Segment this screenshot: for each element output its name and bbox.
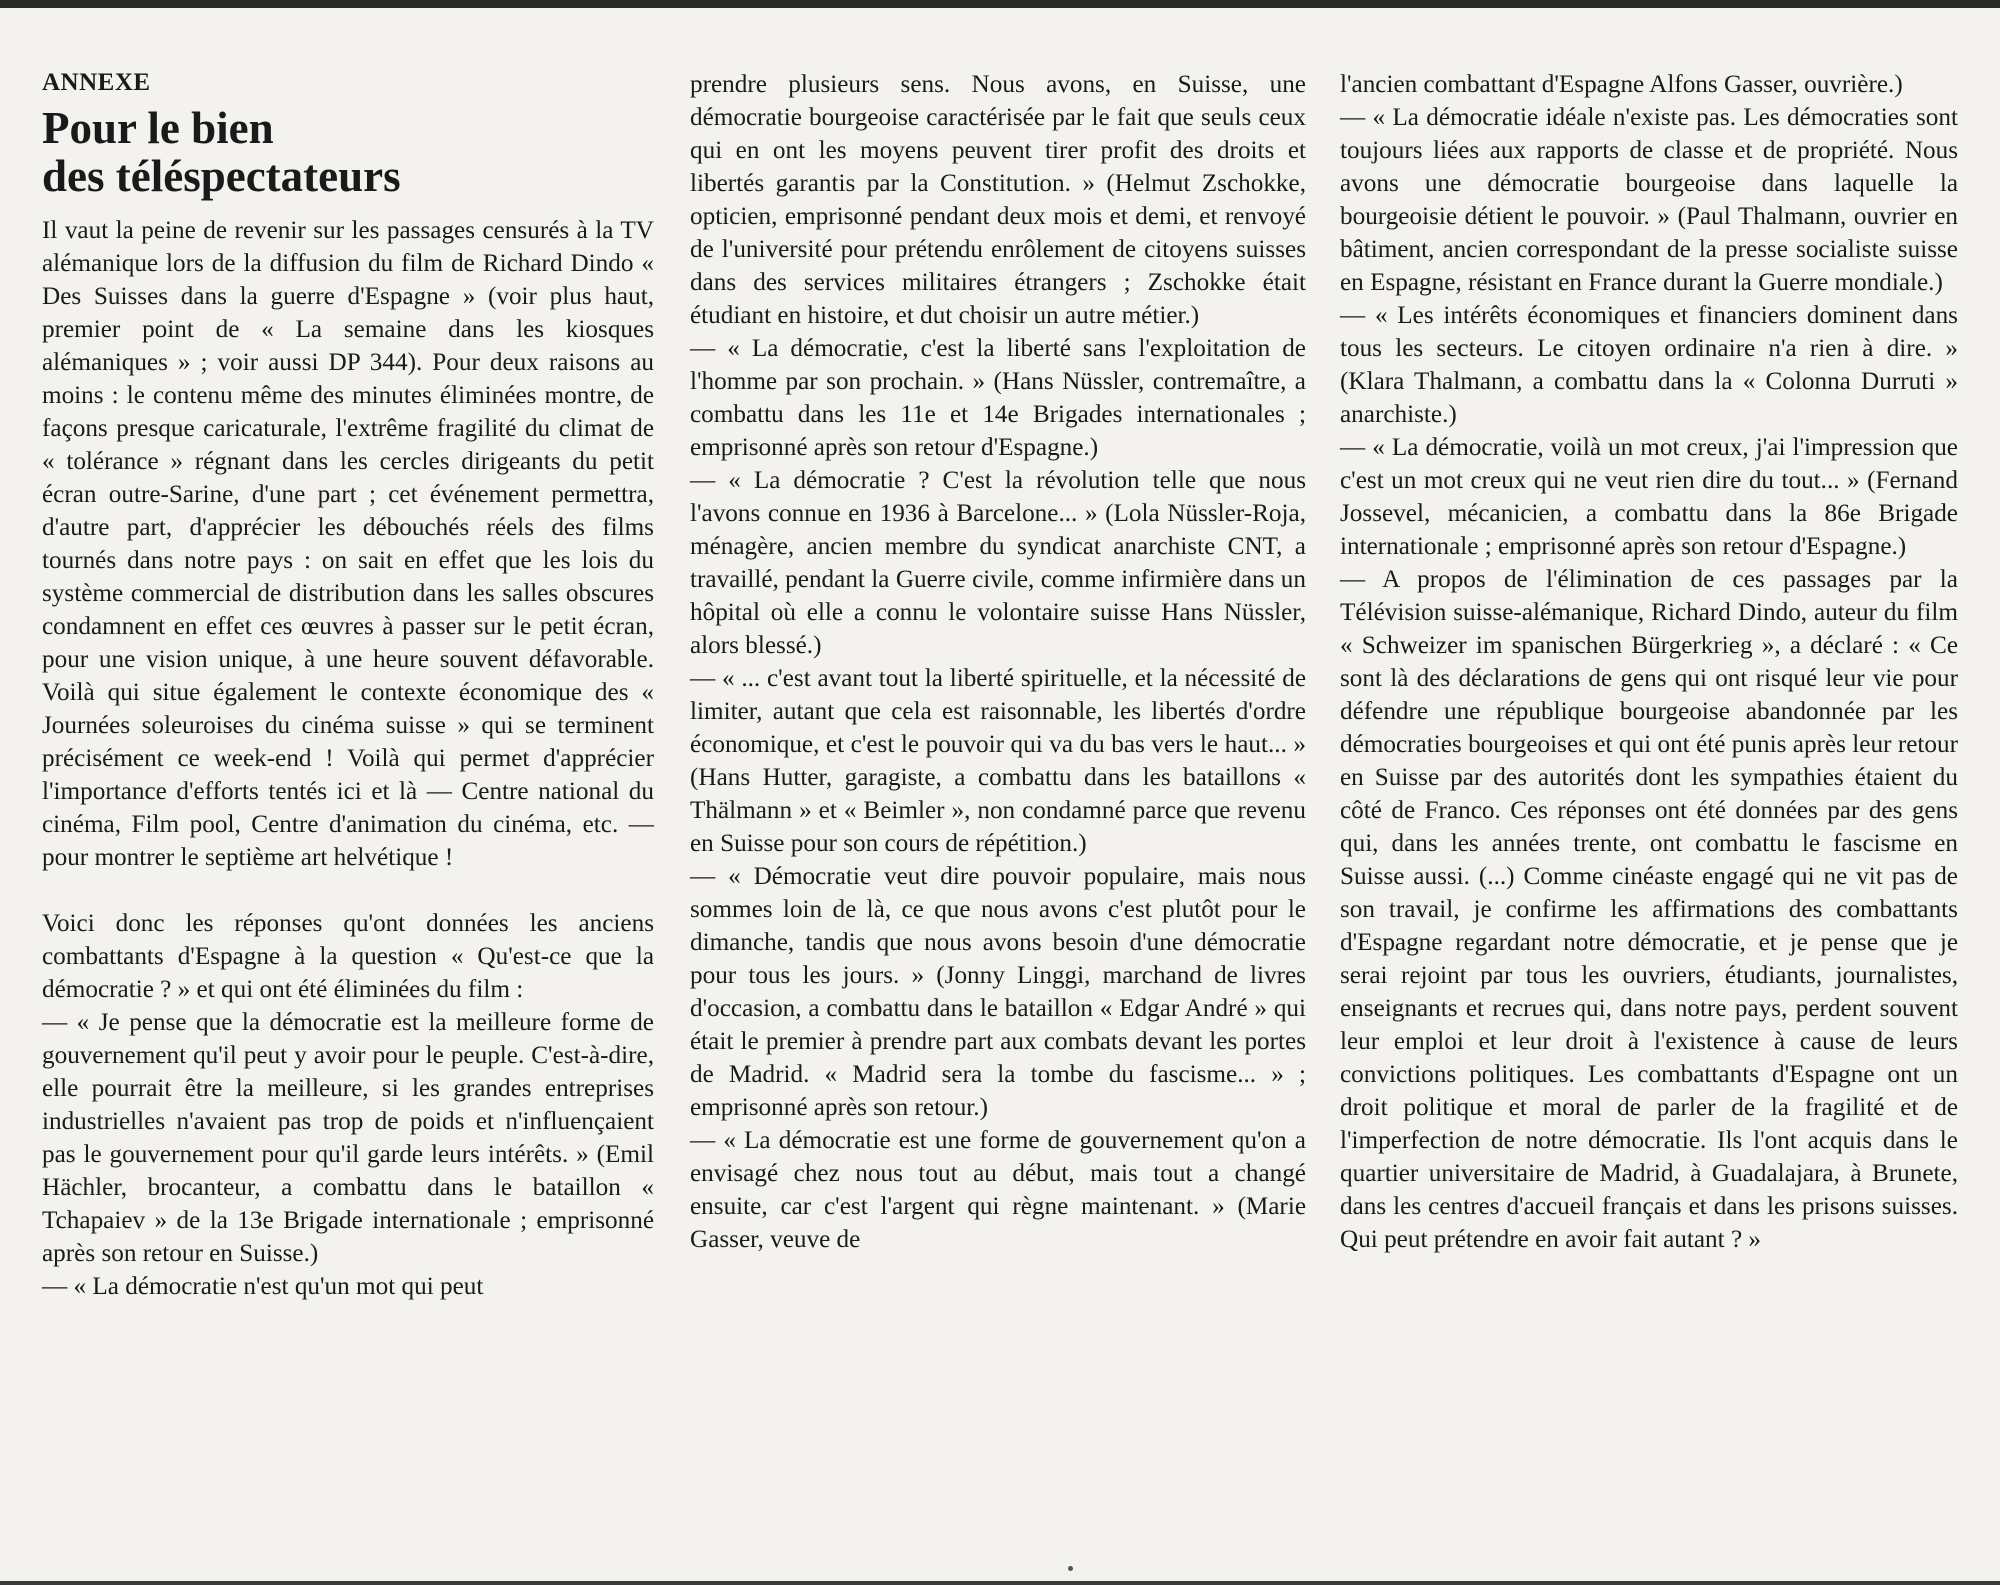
bottom-border-rule: [0, 1581, 2000, 1585]
closing-paragraph: — A propos de l'élimination de ces passages par la Télévision suisse-alémanique, Richard Dindo, auteur du film « Schweizer im spanischen Bürgerkrieg », a déclaré : « Ce sont là des déclarations de gens qui ont risqué leur vie pour défendre une république bourgeoise abandonnée par les démocraties bourgeoises et qui ont été punis après leur retour en Suisse par des autorités dont les sympathies étaient du côté de Franco. Ces réponses ont été données par des gens qui, dans les années trente, ont combattu le fascisme en Suisse aussi. (...) Comme cinéaste engagé qui ne vit pas de son travail, je confirme les affirmations des combattants d'Espagne regardant notre démocratie, et je pense que je serai rejoint par tous les ouvriers, étudiants, journalistes, enseignants et recrues qui, dans notre pays, perdent souvent leur emploi et leur droit à l'existence à cause de leurs convictions politiques. Les combattants d'Espagne ont un droit politique et moral de parler de la fragilité et de l'imperfection de notre démocratie. Ils l'ont acquis dans le quartier universitaire de Madrid, à Guadalajara, à Brunete, dans les centres d'accueil français et dans les prisons suisses. Qui peut prétendre en avoir fait autant ? »: [1340, 566, 1958, 1253]
section-label: ANNEXE: [42, 69, 151, 96]
headline-line-2: des téléspectateurs: [42, 151, 401, 201]
intro-paragraph: Il vaut la peine de revenir sur les passages censurés à la TV alémanique lors de la diffusion du film de Richard Dindo « Des Suisses dans la guerre d'Espagne » (voir plus haut, premier point de « La semaine dans les kiosques alémaniques » ; voir aussi DP 344). Pour deux raisons au moins : le contenu même des minutes éliminées montre, de façons presque caricaturale, l'extrême fragilité du climat de « tolérance » régnant dans les cercles dirigeants du petit écran outre-Sarine, d'une part ; cet événement permettra, d'autre part, d'apprécier les débouchés réels des films tournés dans notre pays : on sait en effet que les lois du système commercial de distribution dans les salles obscures condamnent en effet ces œuvres à passer sur le petit écran, pour une vision unique, à une heure souvent défavorable. Voilà qui situe également le contexte économique des « Journées soleuroises du cinéma suisse » qui se terminent précisément ce week-end ! Voilà qui permet d'apprécier l'importance d'efforts tentés ici et là — Centre national du cinéma, Film pool, Centre d'animation du cinéma, etc. — pour montrer le septième art helvétique !: [42, 217, 654, 871]
quote-paragraph: — « Les intérêts économiques et financiers dominent dans tous les secteurs. Le citoyen ordinaire n'a rien à dire. » (Klara Thalmann, a combattu dans la « Colonna Durruti » anarchiste.): [1340, 302, 1958, 428]
quote-paragraph: — « ... c'est avant tout la liberté spirituelle, et la nécessité de limiter, autant que cela est raisonnable, les libertés d'ordre économique, et c'est le pouvoir qui va du bas vers le haut... » (Hans Hutter, garagiste, a combattu dans les bataillons « Thälmann » et « Beimler », non condamné parce que revenu en Suisse pour son cours de répétition.): [690, 665, 1306, 857]
quote-paragraph: l'ancien combattant d'Espagne Alfons Gasser, ouvrière.): [1340, 71, 1903, 98]
quote-paragraph: prendre plusieurs sens. Nous avons, en Suisse, une démocratie bourgeoise caractérisée par le fait que seuls ceux qui en ont les moyens peuvent tirer profit des droits et libertés garantis par la Constitution. » (Helmut Zschokke, opticien, emprisonné pendant deux mois et demi, et renvoyé de l'université pour prétendu enrôlement de citoyens suisses dans des services militaires étrangers ; Zschokke était étudiant en histoire, et dut choisir un autre métier.): [690, 71, 1306, 329]
quote-paragraph: — « La démocratie est une forme de gouvernement qu'on a envisagé chez nous tout au début, mais tout a changé ensuite, car c'est l'argent qui règne maintenant. » (Marie Gasser, veuve de: [690, 1127, 1306, 1253]
headline: [42, 104, 654, 200]
print-speck: [1068, 1566, 1073, 1571]
quote-paragraph: — « La démocratie ? C'est la révolution telle que nous l'avons connue en 1936 à Barcelone... » (Lola Nüssler-Roja, ménagère, ancien membre du syndicat anarchiste CNT, a travaillé, pendant la Guerre civile, comme infirmière dans un hôpital où elle a connu le volontaire suisse Hans Nüssler, alors blessé.): [690, 467, 1306, 659]
quote-paragraph: — « Démocratie veut dire pouvoir populaire, mais nous sommes loin de là, ce que nous avons c'est plutôt pour le dimanche, tandis que nous avons besoin d'une démocratie pour tous les jours. » (Jonny Linggi, marchand de livres d'occasion, a combattu dans le bataillon « Edgar André » qui était le premier à prendre part aux combats devant les portes de Madrid. « Madrid sera la tombe du fascisme... » ; emprisonné après son retour.): [690, 863, 1306, 1121]
top-border-rule: [0, 0, 2000, 8]
quote-paragraph: — « Je pense que la démocratie est la meilleure forme de gouvernement qu'il peut y avoir pour le peuple. C'est-à-dire, elle pourrait être la meilleure, si les grandes entreprises industrielles n'avaient pas trop de poids et n'influençaient pas le gouvernement pour qu'il garde leurs intérêts. » (Emil Hächler, brocanteur, a combattu dans le bataillon « Tchapaiev » de la 13e Brigade internationale ; emprisonné après son retour en Suisse.): [42, 1009, 654, 1267]
quote-paragraph: — « La démocratie n'est qu'un mot qui peut: [42, 1273, 484, 1300]
column-1: [42, 68, 654, 1303]
quote-paragraph: — « La démocratie, voilà un mot creux, j'ai l'impression que c'est un mot creux qui ne veut rien dire du tout... » (Fernand Jossevel, mécanicien, a combattu dans la 86e Brigade internationale ; emprisonné après son retour d'Espagne.): [1340, 434, 1958, 560]
question-paragraph: Voici donc les réponses qu'ont données les anciens combattants d'Espagne à la question « Qu'est-ce que la démocratie ? » et qui ont été éliminées du film :: [42, 910, 654, 1003]
column-3: [1340, 68, 1958, 1256]
headline-line-1: Pour le bien: [42, 103, 274, 153]
column-2: [690, 68, 1306, 1256]
quote-paragraph: — « La démocratie idéale n'existe pas. Les démocraties sont toujours liées aux rapports de classe et de propriété. Nous avons une démocratie bourgeoise dans laquelle la bourgeoisie détient le pouvoir. » (Paul Thalmann, ouvrier en bâtiment, ancien correspondant de la presse socialiste suisse en Espagne, résistant en France durant la Guerre mondiale.): [1340, 104, 1958, 296]
quote-paragraph: — « La démocratie, c'est la liberté sans l'exploitation de l'homme par son prochain. » (Hans Nüssler, contremaître, a combattu dans les 11e et 14e Brigades internationales ; emprisonné après son retour d'Espagne.): [690, 335, 1306, 461]
